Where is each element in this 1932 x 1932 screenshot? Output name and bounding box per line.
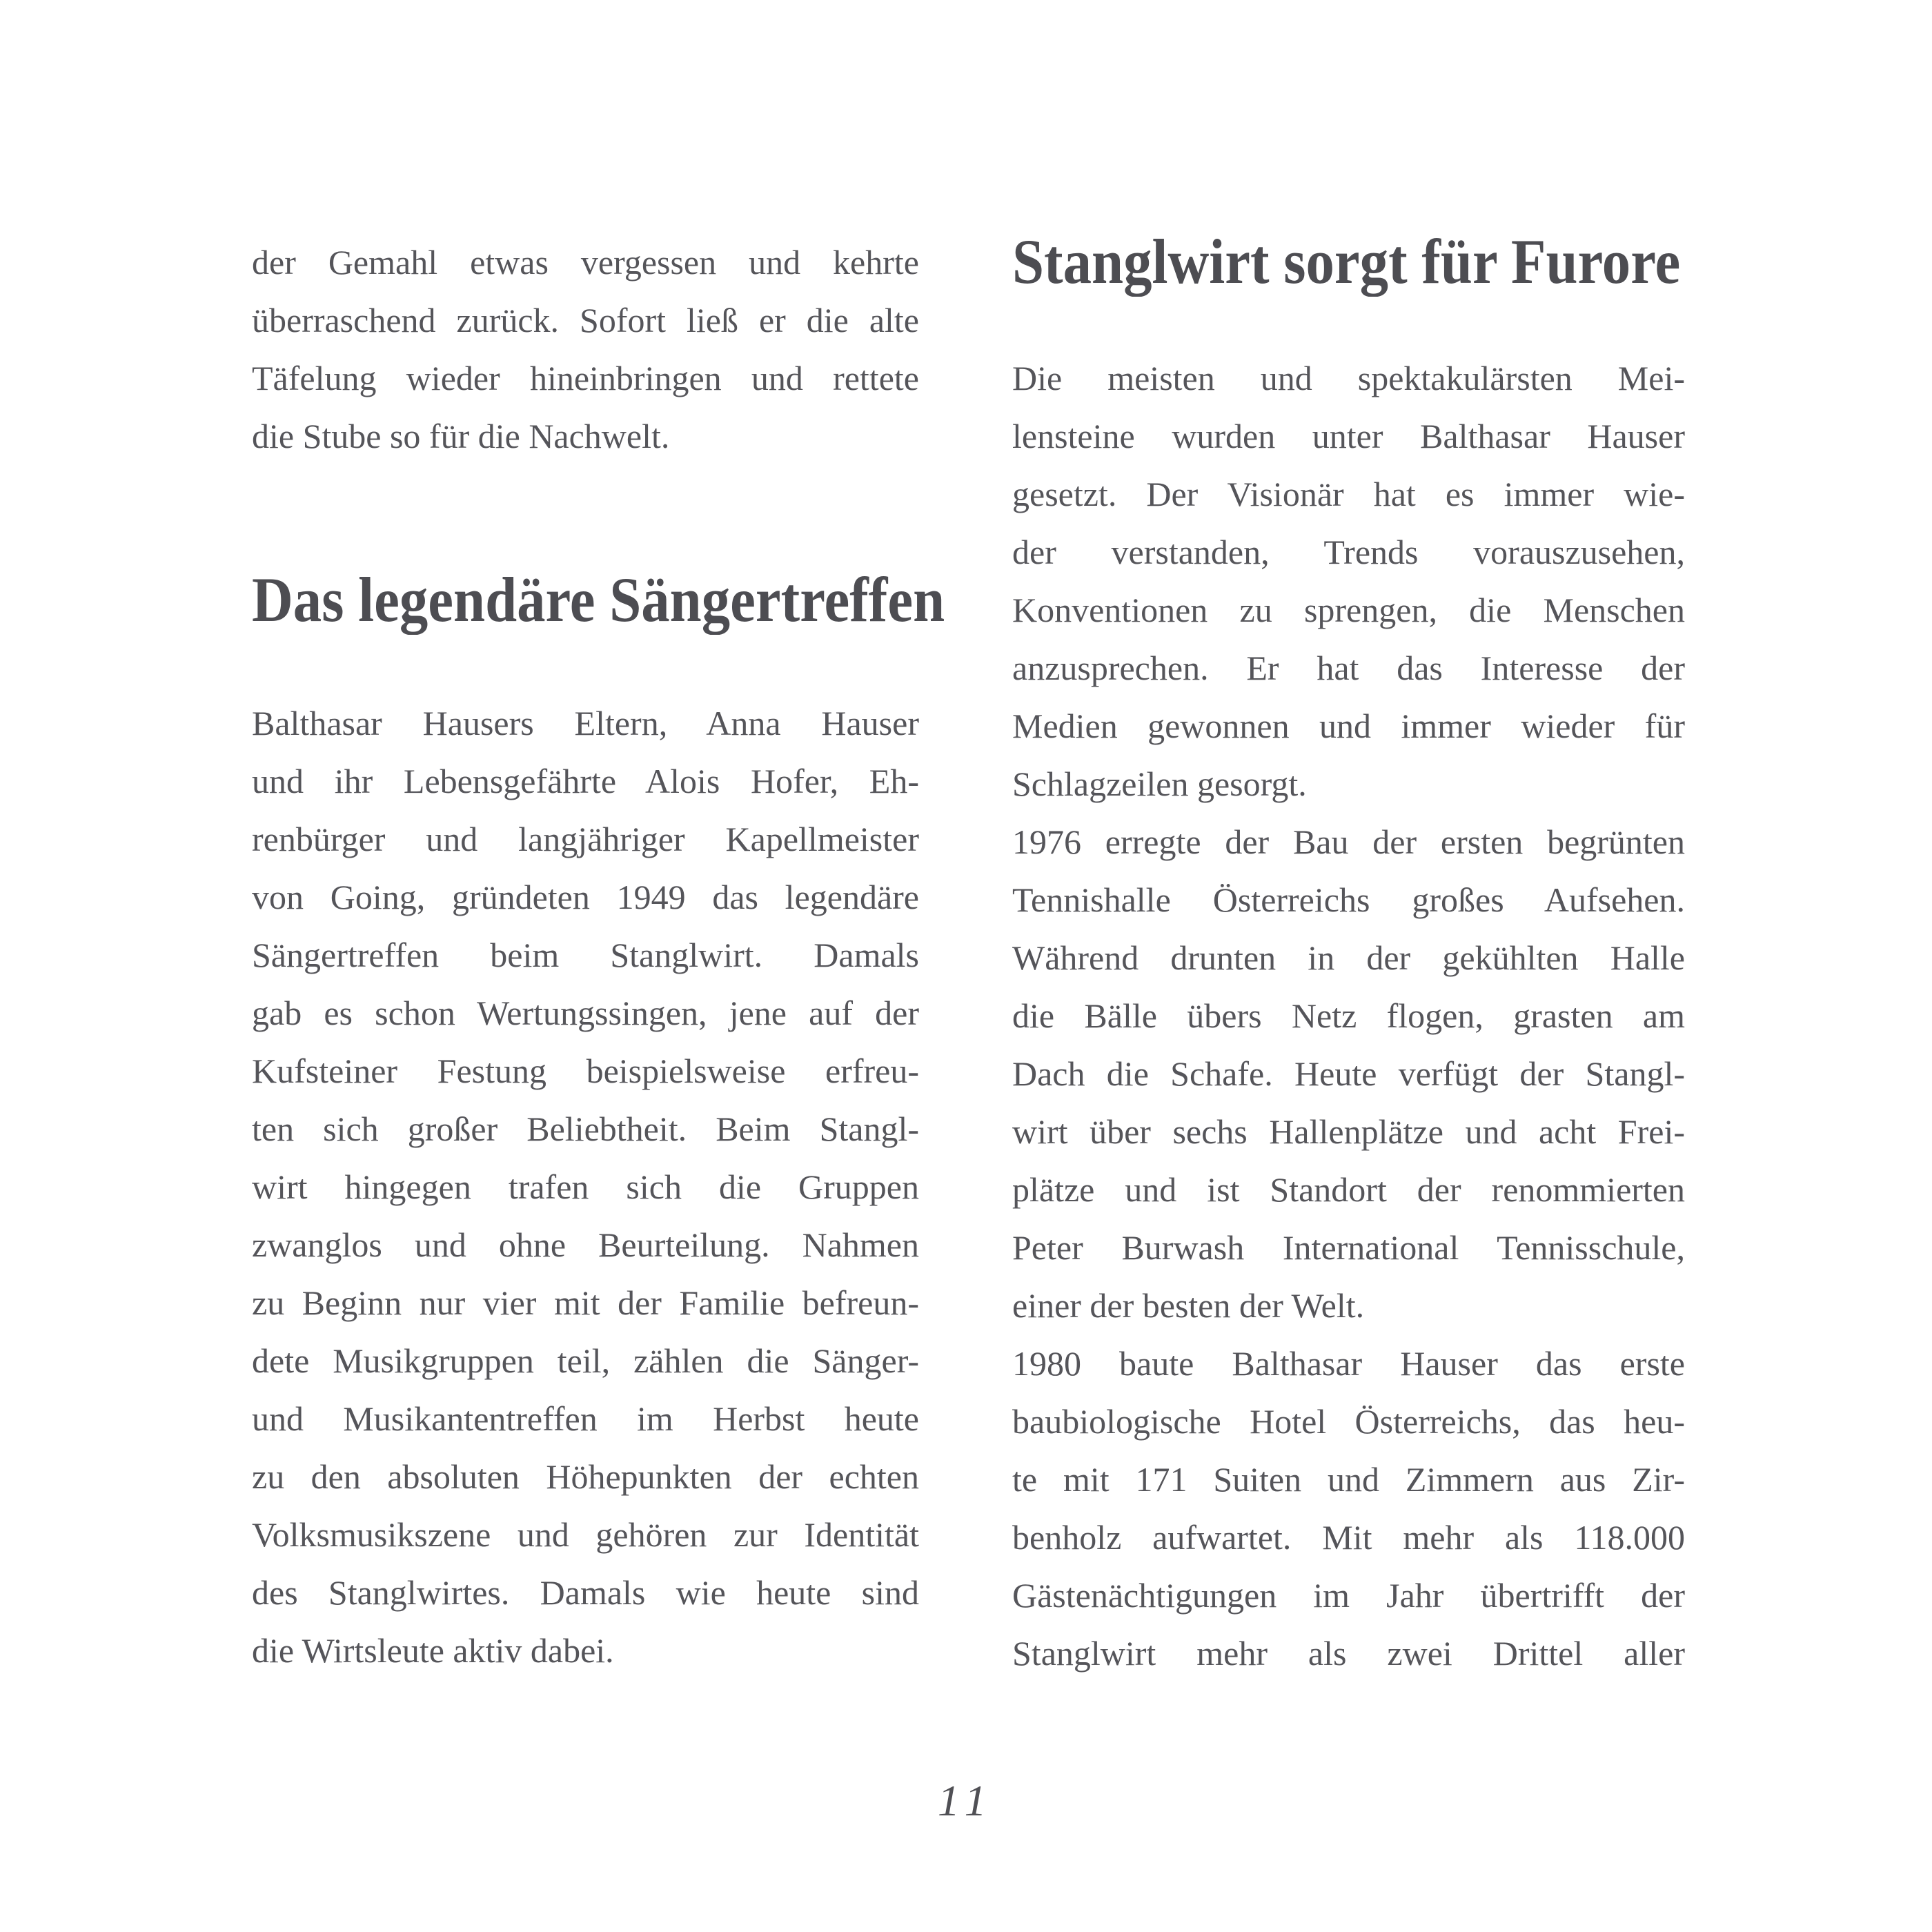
text-line: Während drunten in der gekühlten Halle [1012, 938, 1685, 977]
right-section-heading: Stanglwirt sorgt für Furore [1012, 226, 1681, 297]
text-line: zu den absoluten Höhepunkten der echten [252, 1457, 919, 1496]
text-line: die Bälle übers Netz flogen, grasten am [1012, 996, 1685, 1035]
left-section-heading: Das legendäre Sängertreffen [252, 564, 945, 635]
text-line: einer der besten der Welt. [1012, 1286, 1365, 1325]
right-body [1012, 349, 1685, 1682]
text-line: ten sich großer Beliebtheit. Beim Stangl- [252, 1110, 919, 1148]
page-number: 11 [937, 1776, 995, 1825]
text-line: te mit 171 Suiten und Zimmern aus Zir- [1012, 1460, 1685, 1499]
text-line: Täfelung wieder hineinbringen und rettete [252, 359, 919, 397]
text-line: wirt hingegen trafen sich die Gruppen [252, 1167, 919, 1206]
text-line: der verstanden, Trends vorauszusehen, [1012, 533, 1685, 571]
text-line: anzusprechen. Er hat das Interesse der [1012, 649, 1685, 687]
text-line: Gästenächtigungen im Jahr übertrifft der [1012, 1576, 1685, 1615]
text-line: zwanglos und ohne Beurteilung. Nahmen [252, 1225, 919, 1264]
text-line: dete Musikgruppen teil, zählen die Sänger- [252, 1341, 919, 1380]
text-line: Kufsteiner Festung beispielsweise erfreu- [252, 1052, 919, 1090]
text-line: Tennishalle Österreichs großes Aufsehen. [1012, 880, 1685, 919]
text-line: baubiologische Hotel Österreichs, das heu- [1012, 1402, 1685, 1441]
right-paragraph-2 [1012, 813, 1685, 1334]
text-line: und ihr Lebensgefährte Alois Hofer, Eh- [252, 762, 919, 800]
text-line: von Going, gründeten 1949 das legendäre [252, 878, 919, 916]
text-line: Sängertreffen beim Stanglwirt. Damals [252, 936, 919, 974]
text-line: Peter Burwash International Tennisschule, [1012, 1228, 1685, 1267]
text-line: Balthasar Hausers Eltern, Anna Hauser [252, 704, 919, 742]
text-line: zu Beginn nur vier mit der Familie befreun- [252, 1283, 919, 1322]
text-line: des Stanglwirtes. Damals wie heute sind [252, 1573, 919, 1612]
text-line: Stanglwirt mehr als zwei Drittel aller [1012, 1634, 1685, 1673]
text-line: der Gemahl etwas vergessen und kehrte [252, 243, 919, 282]
text-line: plätze und ist Standort der renommierten [1012, 1170, 1685, 1209]
text-line: Dach die Schafe. Heute verfügt der Stangl- [1012, 1054, 1685, 1093]
left-intro-paragraph [252, 233, 919, 465]
text-line: und Musikantentreffen im Herbst heute [252, 1399, 919, 1438]
text-line: gab es schon Wertungssingen, jene auf der [252, 994, 919, 1032]
right-paragraph-1 [1012, 349, 1685, 813]
text-line: Schlagzeilen gesorgt. [1012, 765, 1307, 803]
left-body-paragraph [252, 694, 919, 1679]
text-line: gesetzt. Der Visionär hat es immer wie- [1012, 475, 1685, 513]
text-line: 1980 baute Balthasar Hauser das erste [1012, 1344, 1685, 1383]
text-line: benholz aufwartet. Mit mehr als 118.000 [1012, 1518, 1685, 1557]
text-line: die Stube so für die Nachwelt. [252, 417, 670, 455]
text-line: Medien gewonnen und immer wieder für [1012, 707, 1685, 745]
text-line: überraschend zurück. Sofort ließ er die alte [252, 301, 919, 339]
text-line: die Wirtsleute aktiv dabei. [252, 1631, 614, 1670]
text-line: Konventionen zu sprengen, die Menschen [1012, 591, 1685, 629]
text-line: 1976 erregte der Bau der ersten begrünten [1012, 822, 1685, 861]
right-paragraph-3 [1012, 1334, 1685, 1682]
text-line: Volksmusikszene und gehören zur Identität [252, 1515, 919, 1554]
text-line: renbürger und langjähriger Kapellmeister [252, 820, 919, 858]
text-line: lensteine wurden unter Balthasar Hauser [1012, 417, 1685, 455]
text-line: wirt über sechs Hallenplätze und acht Frei- [1012, 1112, 1685, 1151]
text-line: Die meisten und spektakulärsten Mei- [1012, 359, 1685, 397]
